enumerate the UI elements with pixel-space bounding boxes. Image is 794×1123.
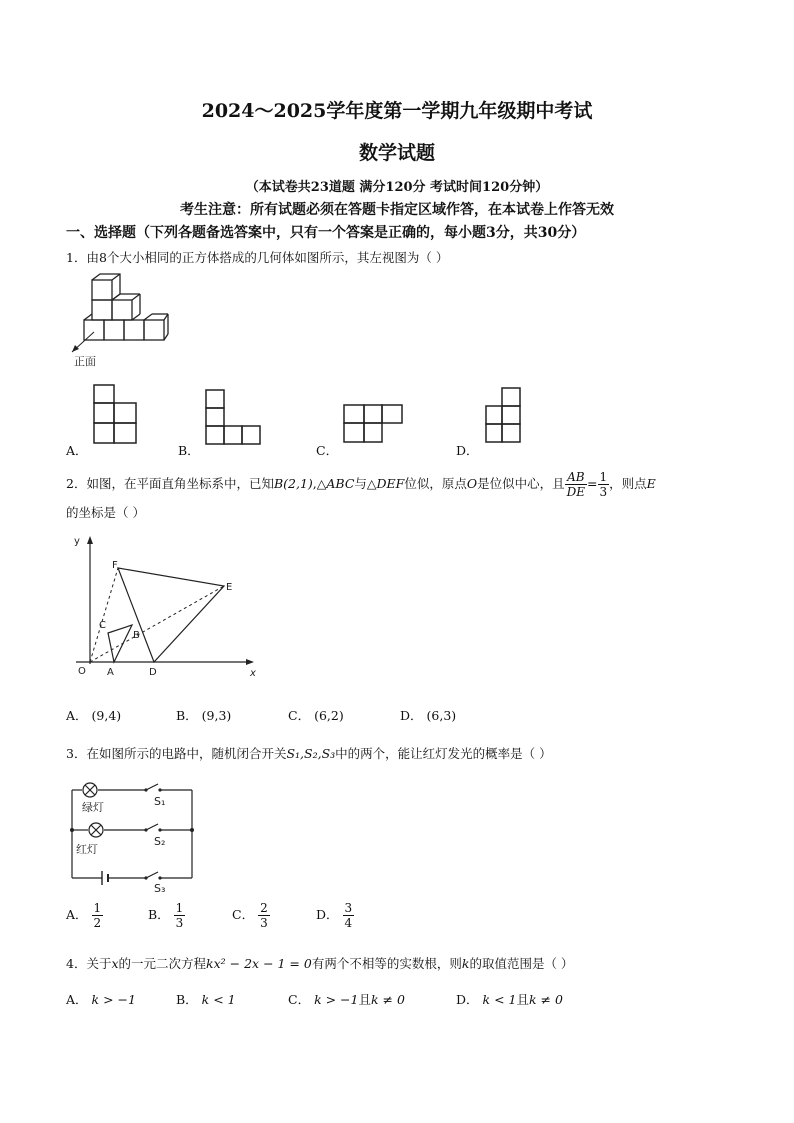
q3-stem: 3．在如图所示的电路中，随机闭合开关S₁,S₂,S₃中的两个，能让红灯发光的概率是（ ） xyxy=(66,746,552,761)
exam-notice: 考生注意：所有试题必须在答题卡指定区域作答，在本试卷上作答无效 xyxy=(180,202,614,218)
q4-option-d[interactable]: D． k < 1且k ≠ 0 xyxy=(456,992,563,1007)
section-heading: 一、选择题（下列各题备选答案中，只有一个答案是正确的，每小题3分，共30分） xyxy=(66,225,586,241)
q2-label-f: F xyxy=(112,560,118,571)
q3-label-red: 红灯 xyxy=(76,843,98,856)
q4-equation: kx² − 2x − 1 = 0 xyxy=(206,956,312,971)
q2-one-third: $\frac{1}{3}$ xyxy=(599,470,608,499)
q3-label-s1: S₁ xyxy=(154,795,166,808)
q2-label-b: B xyxy=(133,630,140,641)
q4-option-b[interactable]: B． k < 1 xyxy=(176,992,236,1007)
q1-solid-figure xyxy=(64,272,174,370)
q3-label-green: 绿灯 xyxy=(82,801,104,814)
q3-option-b[interactable]: B． $\frac{1}{3}$ xyxy=(148,901,184,930)
q4-stem: 4．关于x的一元二次方程kx² − 2x − 1 = 0有两个不相等的实数根，则k的取值范围是（ ） xyxy=(66,956,574,971)
q2-option-b[interactable]: B． (9,3) xyxy=(176,708,232,723)
exam-title: 2024～2025学年度第一学期九年级期中考试 xyxy=(201,100,593,122)
q1-view-a xyxy=(92,383,142,445)
q2-stem-line2: 的坐标是（ ） xyxy=(66,505,145,520)
q2-coordinate-figure xyxy=(66,532,262,678)
q1-view-c xyxy=(342,403,406,445)
q1-view-b xyxy=(204,388,274,446)
q1-option-b[interactable]: B． xyxy=(178,443,200,458)
q1-front-label: 正面 xyxy=(74,355,96,368)
q3-label-s2: S₂ xyxy=(154,835,166,848)
q2-label-a: A xyxy=(107,667,114,678)
q2-option-c[interactable]: C． (6,2) xyxy=(288,708,344,723)
q2-point-b: B(2,1) xyxy=(273,476,313,491)
q2-stem-line1: 2．如图，在平面直角坐标系中，已知B(2,1),△ABC与△DEF位似，原点O是位似中心，且 $\frac{AB}{DE}$ = $\frac{1}{3}$ ，则点E xyxy=(66,470,656,499)
q1-option-a[interactable]: A． xyxy=(66,443,88,458)
q1-option-d[interactable]: D． xyxy=(456,443,479,458)
exam-subject: 数学试题 xyxy=(358,142,435,164)
q3-circuit-figure xyxy=(68,774,200,894)
q3-switches: S₁,S₂,S₃ xyxy=(286,746,336,761)
q4-option-c[interactable]: C． k > −1且k ≠ 0 xyxy=(288,992,405,1007)
q4-option-a[interactable]: A． k > −1 xyxy=(66,992,136,1007)
exam-info: （本试卷共23道题 满分120分 考试时间120分钟） xyxy=(245,180,549,195)
q2-option-d[interactable]: D． (6,3) xyxy=(400,708,457,723)
q2-axis-x: x xyxy=(250,668,256,678)
q2-triangle-abc: △ABC xyxy=(316,476,355,491)
q1-stem: 1．由8个大小相同的正方体搭成的几何体如图所示，其左视图为（ ） xyxy=(66,250,449,265)
q2-triangle-def: △DEF xyxy=(366,476,405,491)
q2-label-o: O xyxy=(78,666,86,677)
q3-option-a[interactable]: A． $\frac{1}{2}$ xyxy=(66,901,102,930)
q2-label-e: E xyxy=(226,582,233,593)
q3-option-c[interactable]: C． $\frac{2}{3}$ xyxy=(232,901,268,930)
q3-label-s3: S₃ xyxy=(154,882,166,894)
q2-label-d: D xyxy=(149,667,157,678)
q2-axis-y: y xyxy=(74,536,80,547)
q1-option-c[interactable]: C． xyxy=(316,443,339,458)
q3-option-d[interactable]: D． $\frac{3}{4}$ xyxy=(316,901,353,930)
q2-option-a[interactable]: A． (9,4) xyxy=(66,708,122,723)
q2-ratio-fraction: $\frac{AB}{DE}$ xyxy=(566,470,586,499)
q2-label-c: C xyxy=(99,620,106,631)
q1-view-d xyxy=(484,386,524,446)
